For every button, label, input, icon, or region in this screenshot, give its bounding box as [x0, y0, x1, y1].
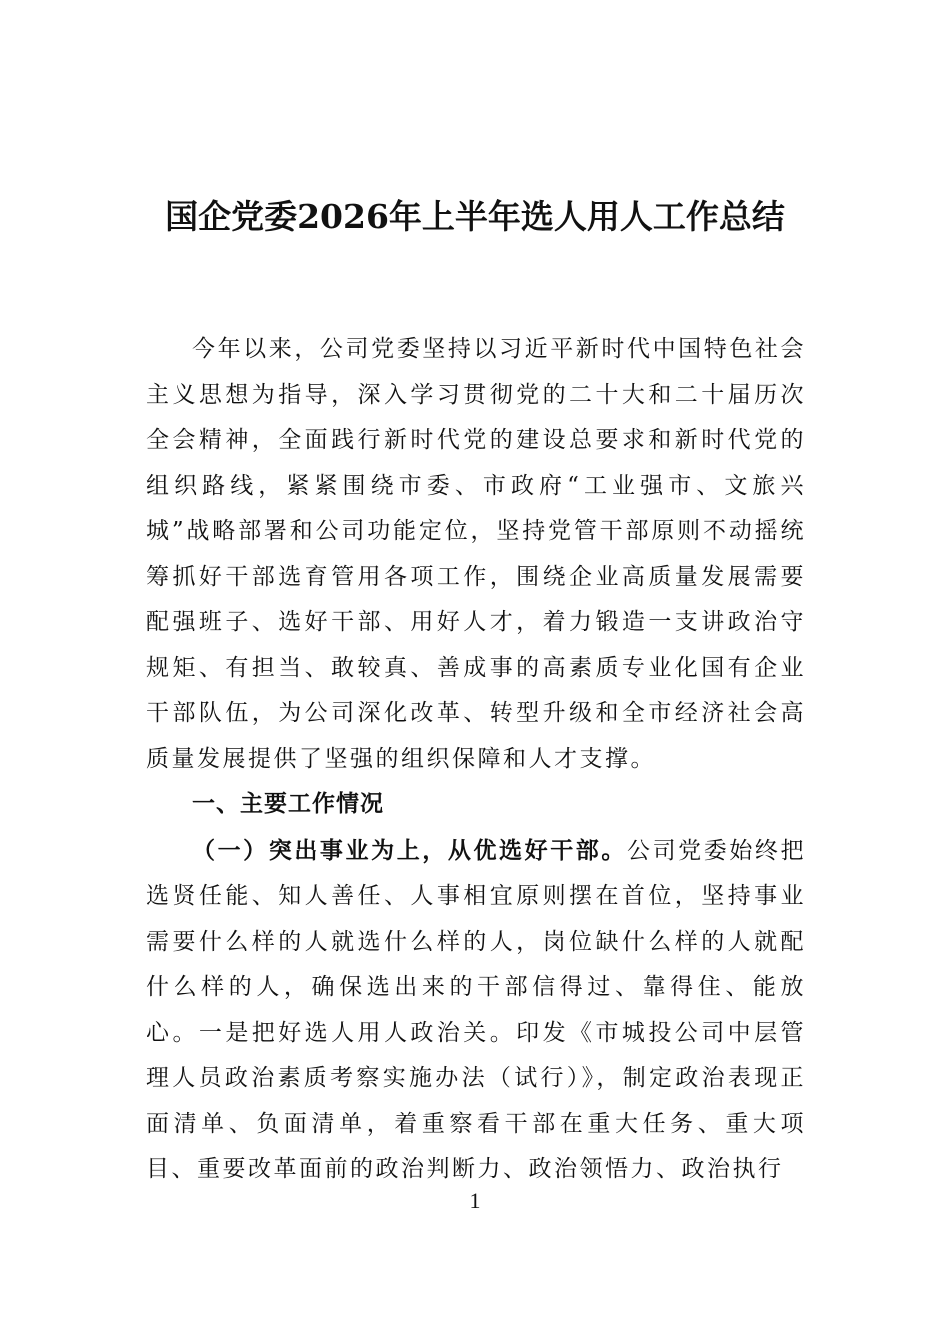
intro-paragraph: 今年以来，公司党委坚持以习近平新时代中国特色社会主义思想为指导，深入学习贯彻党的二十大和二十届历次全会精神，全面践行新时代党的建设总要求和新时代党的组织路线，紧紧围绕市委、市政府“工业强市、文旅兴城”战略部署和公司功能定位，坚持党管干部原则不动摇统筹抓好干部选育管用各项工作，围绕企业高质量发展需要配强班子、选好干部、用好人才，着力锻造一支讲政治守规矩、有担当、敢较真、善成事的高素质专业化国有企业干部队伍，为公司深化改革、转型升级和全市经济社会高质量发展提供了坚强的组织保障和人才支撑。 [146, 336, 806, 772]
subsection-heading: （一）突出事业为上，从优选好干部。 [192, 836, 627, 864]
subsection-text: 公司党委始终把选贤任能、知人善任、人事相宜原则摆在首位，坚持事业需要什么样的人就选什么样的人，岗位缺什么样的人就配什么样的人，确保选出来的干部信得过、靠得住、能放心。一是把好选人用人政治关。印发《市城投公司中层管理人员政治素质考察实施办法（试行）》，制定政治表现正面清单、负面清单，着重察看干部在重大任务、重大项目、重要改革面前的政治判断力、政治领悟力、政治执行 [146, 837, 807, 1182]
subsection-paragraph [146, 828, 806, 1193]
document-title: 国企党委2026年上半年选人用人工作总结 [165, 197, 785, 236]
section-heading: 一、主要工作情况 [192, 791, 384, 817]
document-body [146, 327, 806, 1193]
page-number: 1 [469, 1188, 481, 1213]
